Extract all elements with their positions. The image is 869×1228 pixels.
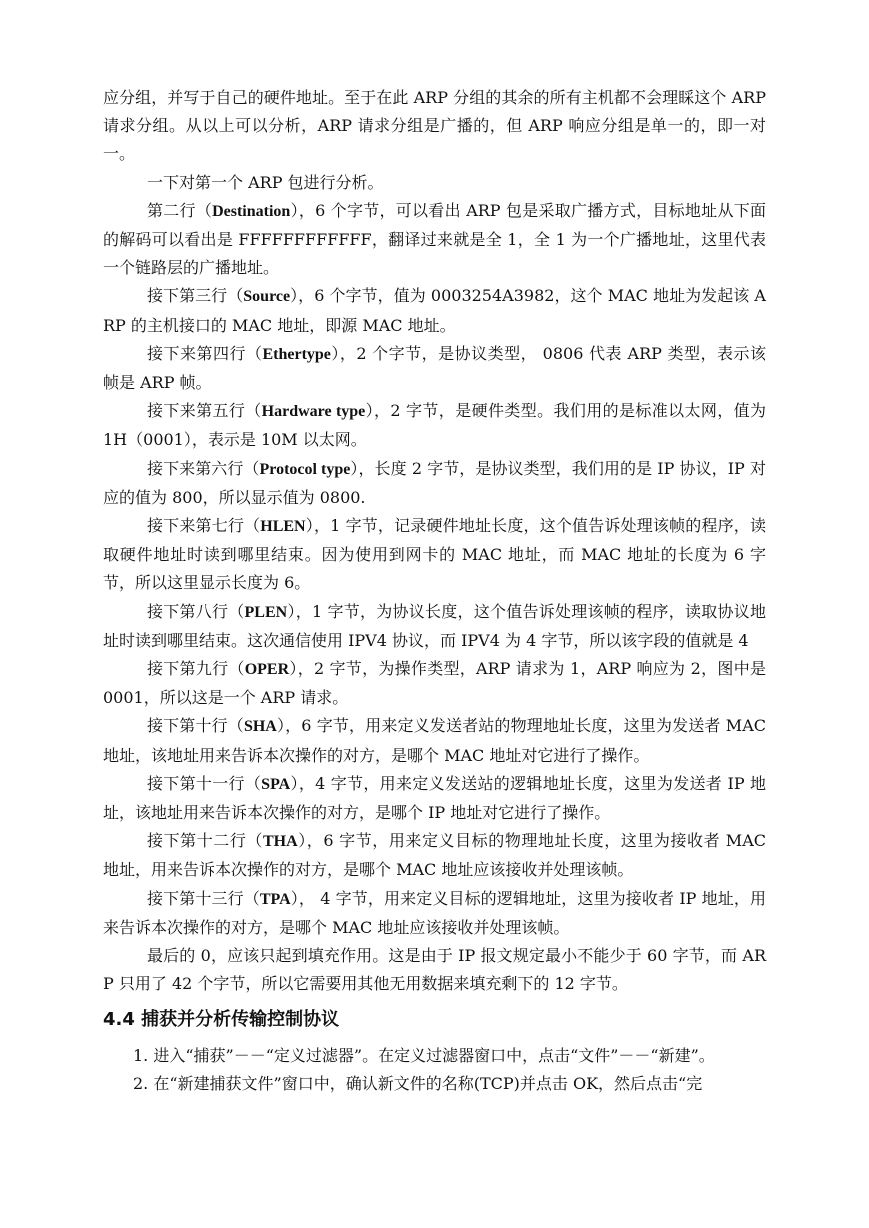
text: 接下来第六行（ xyxy=(147,458,260,478)
text: 应分组，并写于自己的硬件地址。至于在此 ARP 分组的其余的所有主机都不会理睬这个 ARP 请求分组。从以上可以分析，ARP 请求分组是广播的，但 ARP 响应分组是单一的，即一对一。 xyxy=(103,88,766,164)
field-name: Ethertype xyxy=(262,345,331,363)
text: 接下第十一行（ xyxy=(147,773,262,793)
text: ）， 4 字节，用来定义目标的逻辑地址，这里为接收者 IP 地址，用来告诉本次操作的对方，是哪个 MAC 地址应该接收并处理该帧。 xyxy=(103,888,766,937)
paragraph-source xyxy=(103,282,766,339)
text: 接下第十二行（ xyxy=(147,831,263,851)
text: 接下第八行（ xyxy=(147,601,245,621)
text: 接下来第七行（ xyxy=(147,516,261,536)
field-name: Destination xyxy=(212,202,291,220)
field-name: Hardware type xyxy=(261,403,366,421)
section-heading: 4.4 捕获并分析传输控制协议 xyxy=(103,1008,340,1030)
text: 第二行（ xyxy=(147,200,213,220)
paragraph-ethertype xyxy=(103,340,766,397)
text: ），6 字节，用来定义目标的物理地址长度，这里为接收者 MAC 地址，用来告诉本次操作的对方，是哪个 MAC 地址应该接收并处理该帧。 xyxy=(103,831,766,880)
text: ），4 字节，用来定义发送站的逻辑地址长度，这里为发送者 IP 地址，该地址用来告诉本次操作的对方，是哪个 IP 地址对它进行了操作。 xyxy=(103,773,766,823)
text: ），6 字节，用来定义发送者站的物理地址长度，这里为发送者 MAC 地址，该地址用来告诉本次操作的对方，是哪个 MAC 地址对它进行了操作。 xyxy=(103,716,766,765)
field-name: Source xyxy=(243,288,291,306)
text: 最后的 0，应该只起到填充作用。这是由于 IP 报文规定最小不能少于 60 字节，而 ARP 只用了 42 个字节，所以它需要用其他无用数据来填充剩下的 12 字节。 xyxy=(103,946,766,994)
paragraph-arp-analysis-intro xyxy=(103,169,766,197)
text: 接下第三行（ xyxy=(147,286,244,306)
text: ），2 字节，是硬件类型。我们用的是标准以太网，值为 1H（0001），表示是 10M 以太网。 xyxy=(103,401,766,450)
field-name: Protocol type xyxy=(259,460,351,478)
field-name: HLEN xyxy=(260,518,306,536)
paragraph-sha xyxy=(103,712,766,769)
text: 接下来第五行（ xyxy=(147,401,262,421)
list-item: 2. 在“新建捕获文件”窗口中，确认新文件的名称(TCP)并点击 OK，然后点击“完 xyxy=(133,1073,703,1093)
paragraph-padding xyxy=(103,942,766,998)
text: 接下第十行（ xyxy=(147,716,244,736)
text: ），1 字节，记录硬件地址长度，这个值告诉处理该帧的程序，读取硬件地址时读到哪里结束。因为使用到网卡的 MAC 地址，而 MAC 地址的长度为 6 字节，所以这里显示长度为 6。 xyxy=(103,516,766,593)
document-page xyxy=(103,84,766,1098)
text: 接下第十三行（ xyxy=(147,888,260,908)
paragraph-oper xyxy=(103,655,766,712)
paragraph-plen xyxy=(103,598,766,655)
text: ），2 个字节，是协议类型， 0806 代表 ARP 类型，表示该帧是 ARP 帧。 xyxy=(103,343,766,393)
text: ），6 个字节，可以看出 ARP 包是采取广播方式，目标地址从下面的解码可以看出是 FFFFFFFFFFFF，翻译过来就是全 1，全 1 为一个广播地址，这里代表一个链路层的广播地址。 xyxy=(103,200,766,278)
field-name: THA xyxy=(262,833,298,851)
paragraph-hardware-type xyxy=(103,397,766,454)
text: 接下来第四行（ xyxy=(147,343,263,363)
paragraph-arp-response xyxy=(103,84,766,169)
paragraph-hlen xyxy=(103,512,766,598)
text: ），长度 2 字节，是协议类型，我们用的是 IP 协议，IP 对应的值为 800，所以显示值为 0800. xyxy=(103,458,766,507)
field-name: OPER xyxy=(244,661,290,679)
field-name: PLEN xyxy=(244,603,288,621)
paragraph-tha xyxy=(103,827,766,884)
text: 接下第九行（ xyxy=(147,659,245,679)
text: ），1 字节，为协议长度，这个值告诉处理该帧的程序，读取协议地址时读到哪里结束。这次通信使用 IPV4 协议，而 IPV4 为 4 字节，所以该字段的值就是 4 xyxy=(103,601,766,650)
field-name: SPA xyxy=(261,775,291,793)
paragraph-tpa xyxy=(103,885,766,942)
field-name: TPA xyxy=(259,890,291,908)
text: ），6 个字节，值为 0003254A3982，这个 MAC 地址为发起该 ARP 的主机接口的 MAC 地址，即源 MAC 地址。 xyxy=(103,286,766,335)
text: 一下对第一个 ARP 包进行分析。 xyxy=(147,172,384,192)
paragraph-protocol-type xyxy=(103,455,766,512)
paragraph-spa xyxy=(103,770,766,827)
text: ），2 字节，为操作类型，ARP 请求为 1，ARP 响应为 2，图中是 0001，所以这是一个 ARP 请求。 xyxy=(103,659,766,708)
paragraph-destination xyxy=(103,197,766,283)
list-item: 1. 进入“捕获”－－“定义过滤器”。在定义过滤器窗口中，点击“文件”－－“新建”。 xyxy=(133,1045,715,1065)
field-name: SHA xyxy=(243,718,277,736)
